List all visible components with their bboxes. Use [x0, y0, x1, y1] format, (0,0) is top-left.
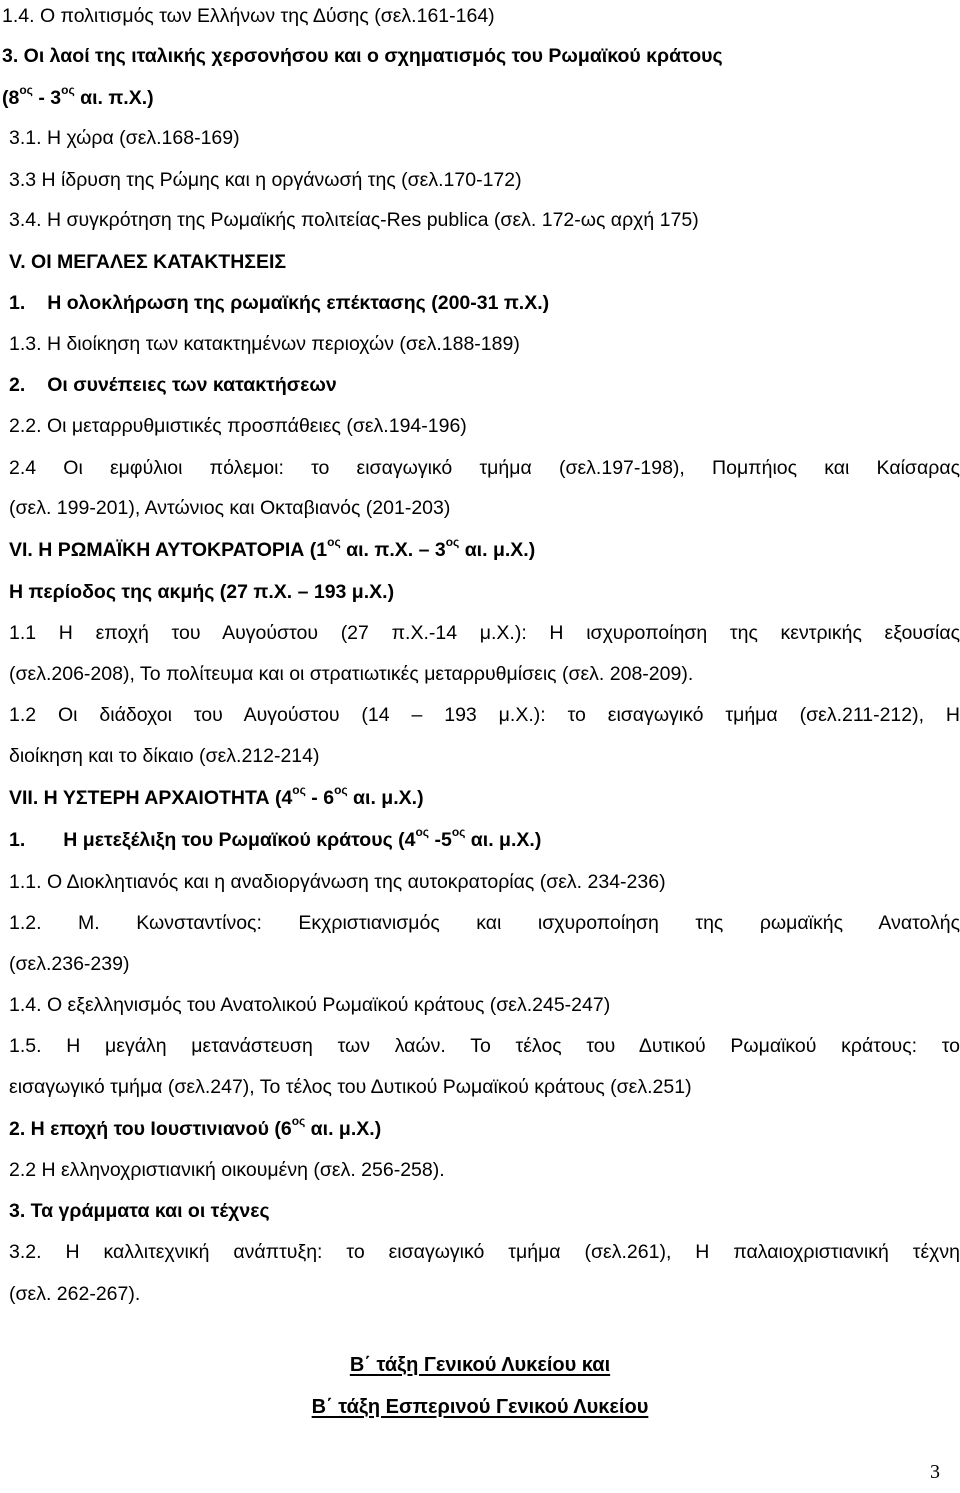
text-line: 1.5. Η μεγάλη μετανάστευση των λαών. Το τέλος του Δυτικού Ρωμαϊκού κράτους: το — [9, 1035, 960, 1057]
text-line: (σελ. 199-201), Αντώνιος και Οκταβιανός (201-203) — [9, 497, 451, 519]
section-heading: 3. Οι λαοί της ιταλικής χερσονήσου και ο σχηματισμός του Ρωμαϊκού κράτους — [2, 45, 723, 67]
chapter-heading: VII. Η ΥΣΤΕΡΗ ΑΡΧΑΙΟΤΗΤΑ ($4^{o\varsigma} - 6^{o\varsigma}$ αι. μ.Χ.) — [9, 782, 424, 809]
chapter-heading: V. ΟΙ ΜΕΓΑΛΕΣ ΚΑΤΑΚΤΗΣΕΙΣ — [9, 251, 287, 273]
text-line: 1.3. Η διοίκηση των κατακτημένων περιοχών (σελ.188-189) — [9, 333, 520, 355]
chapter-heading: VI. Η ΡΩΜΑΪΚΗ ΑΥΤΟΚΡΑΤΟΡΙΑ ($1^{o\varsigma}$ αι. π.Χ. – $3^{o\varsigma}$ αι. μ.Χ.) — [9, 534, 536, 561]
text-line: 1.4. Ο εξελληνισμός του Ανατολικού Ρωμαϊκού κράτους (σελ.245-247) — [9, 994, 611, 1016]
text-line: 3.1. Η χώρα (σελ.168-169) — [9, 127, 240, 149]
text-line: 2.4 Οι εμφύλιοι πόλεμοι: το εισαγωγικό τμήμα (σελ.197-198), Πομπήιος και Καίσαρας — [9, 457, 960, 479]
text-line: (σελ.236-239) — [9, 953, 130, 975]
text-line: 1.2 Οι διάδοχοι του Αυγούστου (14 – 193 μ.Χ.): το εισαγωγικό τμήμα (σελ.211-212), Η — [9, 704, 960, 726]
section-heading: 1. Η μετεξέλιξη του Ρωμαϊκού κράτους ($4^{o\varsigma}$ $-5^{o\varsigma}$ αι. μ.Χ.) — [9, 824, 542, 851]
text-line: 1.4. Ο πολιτισμός των Ελλήνων της Δύσης (σελ.161-164) — [2, 5, 495, 27]
section-heading: 3. Τα γράμματα και οι τέχνες — [9, 1200, 270, 1222]
text-line: 1.2. Μ. Κωνσταντίνος: Εκχριστιανισμός και ισχυροποίηση της ρωμαϊκής Ανατολής — [9, 912, 960, 934]
page-number: 3 — [930, 1461, 940, 1483]
text-line: (σελ. 262-267). — [9, 1283, 141, 1305]
section-heading: 2. Η εποχή του Ιουστινιανού ($6^{o\varsigma}$ αι. μ.Χ.) — [9, 1113, 382, 1140]
text-line: 1.1 Η εποχή του Αυγούστου (27 π.Χ.-14 μ.Χ.): Η ισχυροποίηση της κεντρικής εξουσίας — [9, 622, 960, 644]
grade-heading: Β΄ τάξη Γενικού Λυκείου και — [349, 1354, 611, 1376]
section-heading: 2. Οι συνέπειες των κατακτήσεων — [9, 374, 337, 396]
text-line: 3.2. Η καλλιτεχνική ανάπτυξη: το εισαγωγικό τμήμα (σελ.261), Η παλαιοχριστιανική τέχνη — [9, 1241, 960, 1263]
section-heading: Η περίοδος της ακμής (27 π.Χ. – 193 μ.Χ.) — [9, 581, 395, 603]
section-heading-dates: ($8^{o\varsigma} - 3^{o\varsigma}$ αι. π.Χ.) — [2, 82, 154, 109]
grade-heading: Β΄ τάξη Εσπερινού Γενικού Λυκείου — [311, 1396, 649, 1418]
text-line: 1.1. Ο Διοκλητιανός και η αναδιοργάνωση της αυτοκρατορίας (σελ. 234-236) — [9, 871, 666, 893]
text-line: 2.2. Οι μεταρρυθμιστικές προσπάθειες (σελ.194-196) — [9, 415, 467, 437]
section-heading: 1. Η ολοκλήρωση της ρωμαϊκής επέκτασης (200-31 π.Χ.) — [9, 292, 550, 314]
text-line: (σελ.206-208), Το πολίτευμα και οι στρατιωτικές μεταρρυθμίσεις (σελ. 208-209). — [9, 663, 694, 685]
text-line: διοίκηση και το δίκαιο (σελ.212-214) — [9, 745, 320, 767]
text-line: 3.3 Η ίδρυση της Ρώμης και η οργάνωσή της (σελ.170-172) — [9, 169, 522, 191]
text-line: εισαγωγικό τμήμα (σελ.247), Το τέλος του Δυτικού Ρωμαϊκού κράτους (σελ.251) — [9, 1076, 692, 1098]
text-line: 2.2 Η ελληνοχριστιανική οικουμένη (σελ. 256-258). — [9, 1159, 445, 1181]
text-line: 3.4. Η συγκρότηση της Ρωμαϊκής πολιτείας-Res publica (σελ. 172-ως αρχή 175) — [9, 209, 699, 231]
